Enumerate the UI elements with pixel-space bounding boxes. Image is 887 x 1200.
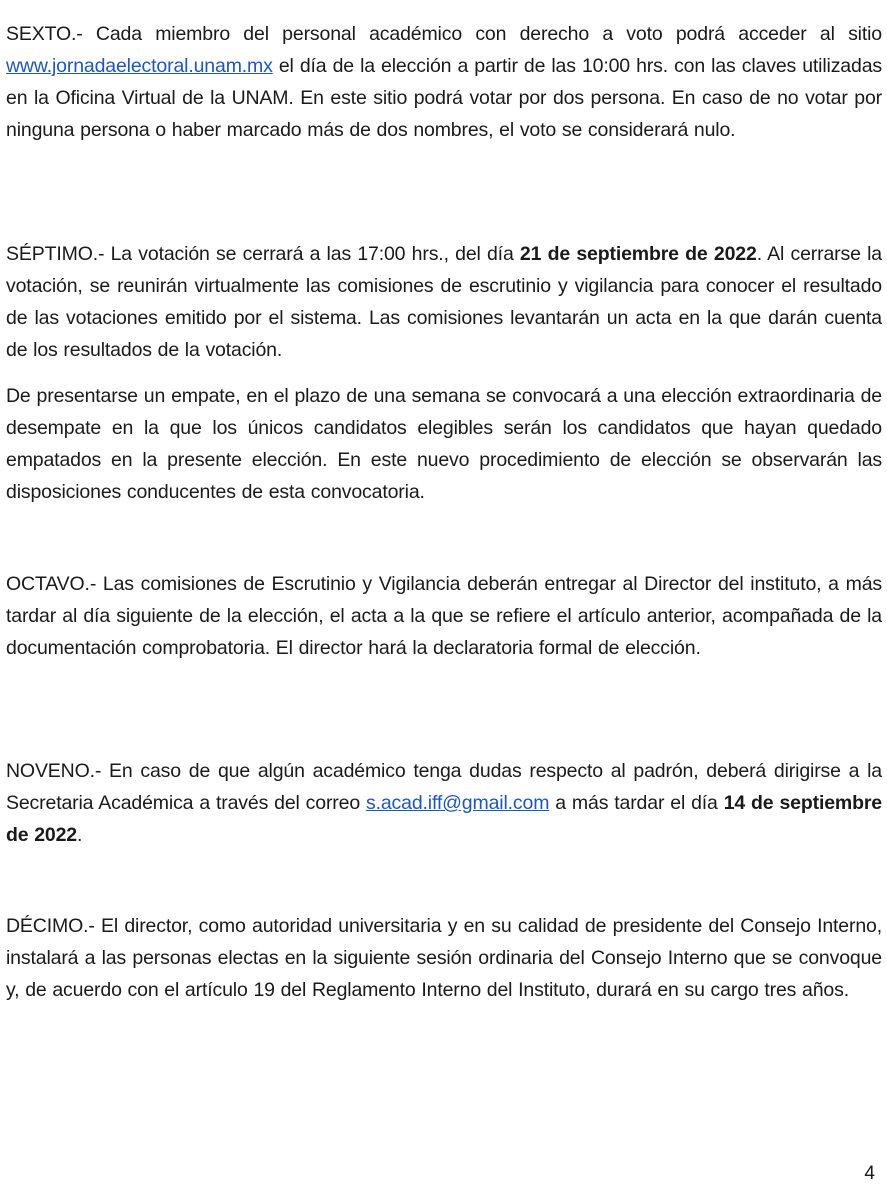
- noveno-deadline-date: 14 de septiembre de 2022: [6, 792, 882, 846]
- election-website-link[interactable]: www.jornadaelectoral.unam.mx: [6, 55, 273, 77]
- secretaria-email-link[interactable]: s.acad.iff@gmail.com: [365, 792, 550, 814]
- article-octavo: OCTAVO.- Las comisiones de Escrutinio y Vigilancia deberán entregar al Director del instituto, a más tardar al día siguiente de la elección, el acta a la que se refiere el artículo anterior, acompañada de la documentación comprobatoria. El director hará la declaratoria formal de elección.: [6, 573, 882, 659]
- article-septimo: [6, 238, 882, 366]
- septimo-text-end: . Al cerrarse la votación, se reunirán virtualmente las comisiones de escrutinio y vigilancia para conocer el resultado de las votaciones emitido por el sistema. Las comisiones levantarán un acta en la que darán cuenta de los resultados de la votación.: [6, 243, 882, 361]
- page-number: 4: [864, 1163, 875, 1184]
- noveno-text-end: .: [77, 824, 83, 846]
- tie-paragraph: De presentarse un empate, en el plazo de una semana se convocará a una elección extraordinaria de desempate en la que los únicos candidatos elegibles serán los candidatos que hayan quedado empatados en la presente elección. En este nuevo procedimiento de elección se observarán las disposiciones conducentes de esta convocatoria.: [6, 385, 882, 503]
- sexto-text-end: el día de la elección a partir de las 10:00 hrs. con las claves utilizadas en la Oficina Virtual de la UNAM. En este sitio podrá votar por dos persona. En caso de no votar por ninguna persona o haber marcado más de dos nombres, el voto se considerará nulo.: [6, 55, 882, 141]
- sexto-text-start: SEXTO.- Cada miembro del personal académico con derecho a voto podrá acceder al sitio: [6, 23, 882, 45]
- septimo-closing-date: 21 de septiembre de 2022: [519, 243, 757, 265]
- noveno-text-start: NOVENO.- En caso de que algún académico tenga dudas respecto al padrón, deberá dirigirse a la Secretaria Académica a través del correo: [6, 760, 882, 814]
- article-decimo: DÉCIMO.- El director, como autoridad universitaria y en su calidad de presidente del Consejo Interno, instalará a las personas electas en la siguiente sesión ordinaria del Consejo Interno que se convoque y, de acuerdo con el artículo 19 del Reglamento Interno del Instituto, durará en su cargo tres años.: [6, 915, 882, 1001]
- noveno-text-middle: a más tardar el día: [549, 792, 724, 814]
- septimo-text-start: SÉPTIMO.- La votación se cerrará a las 17:00 hrs., del día: [6, 243, 520, 265]
- article-noveno: [6, 755, 882, 851]
- article-sexto: [6, 18, 882, 146]
